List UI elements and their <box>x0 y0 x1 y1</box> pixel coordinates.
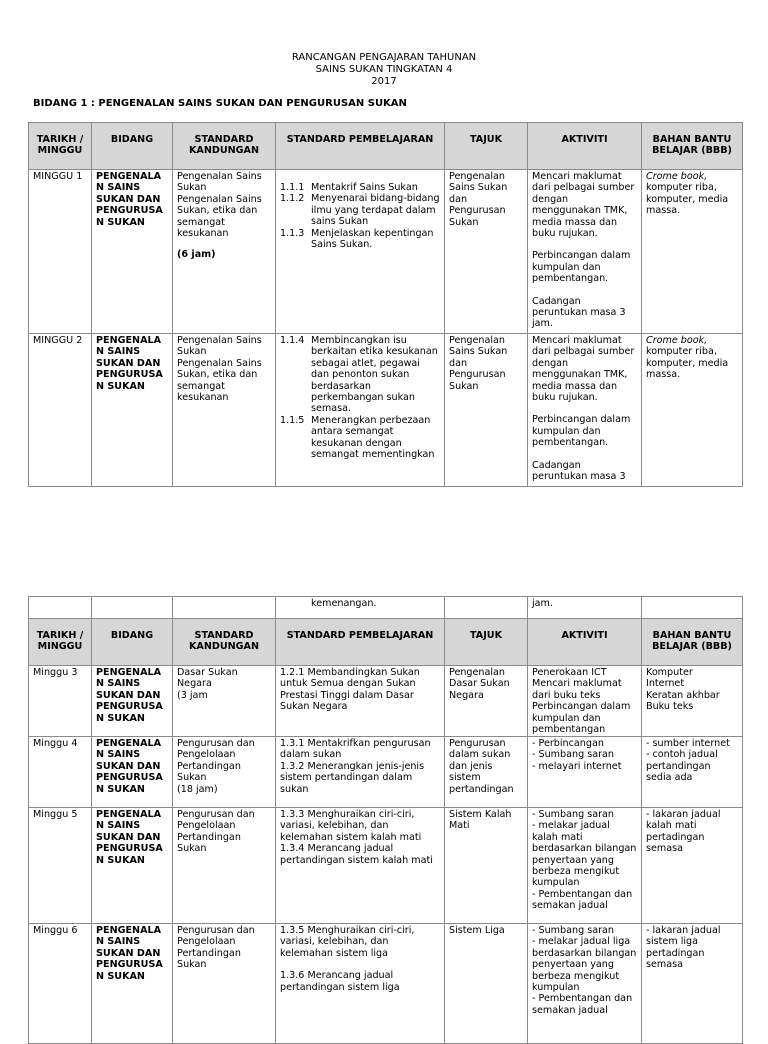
kandungan-line: Pengenalan Sains Sukan <box>177 171 262 194</box>
cell-tajuk: Pengenalan Dasar Sukan Negara <box>445 666 528 737</box>
col-header-pembelajaran: STANDARD PEMBELAJARAN <box>276 619 445 666</box>
cell-pembelajaran-cont: kemenangan. <box>276 597 445 619</box>
aktiviti-line: Cadangan peruntukan masa 3 <box>532 459 626 483</box>
cell-tajuk: Sistem Liga <box>445 924 528 1044</box>
cell-kandungan <box>173 334 276 487</box>
cell-bidang: PENGENALA N SAINS SUKAN DAN PENGURUSA N SUKAN <box>92 334 173 487</box>
standard-item: 1.1.3 Menjelaskan kepentingan Sains Sukan. <box>280 227 434 251</box>
cell-minggu: Minggu 5 <box>29 808 92 924</box>
aktiviti-line: Perbincangan dalam kumpulan dan pembentangan. <box>532 414 631 449</box>
doc-title: RANCANGAN PENGAJARAN TAHUNAN <box>291 52 477 63</box>
table-row <box>29 170 743 334</box>
cell-pembelajaran <box>276 170 445 334</box>
table-header-row <box>29 619 743 666</box>
cell-pembelajaran: 1.2.1 Membandingkan Sukan untuk Semua dengan Sukan Prestasi Tinggi dalam Dasar Sukan Negara <box>276 666 445 737</box>
aktiviti-line: Perbincangan dalam kumpulan dan pembentangan. <box>532 250 631 285</box>
col-header-kandungan: STANDARD KANDUNGAN <box>173 619 276 666</box>
kandungan-line: Pengenalan Sains Sukan, etika dan semangat kesukanan <box>177 357 262 404</box>
table-row <box>29 924 743 1044</box>
cell-kandungan <box>173 170 276 334</box>
document-header <box>0 52 768 88</box>
kandungan-line: Pengenalan Sains Sukan <box>177 335 262 358</box>
cell-minggu: Minggu 3 <box>29 666 92 737</box>
cell-minggu: MINGGU 2 <box>29 334 92 487</box>
cell-bbb: Crome book, komputer riba, komputer, media massa. <box>642 334 743 487</box>
cell-kandungan: Pengurusan dan Pengelolaan Pertandingan Sukan <box>173 808 276 924</box>
cell-bbb: Crome book, komputer riba, komputer, media massa. <box>642 170 743 334</box>
cell-bbb: - sumber internet - contoh jadual pertandingan sedia ada <box>642 737 743 808</box>
col-header-bidang: BIDANG <box>92 123 173 170</box>
standard-item: 1.1.2 Menyenarai bidang-bidang ilmu yang terdapat dalam sains Sukan <box>280 193 440 228</box>
col-header-bbb: BAHAN BANTU BELAJAR (BBB) <box>642 123 743 170</box>
hours-label: (6 jam) <box>177 249 216 261</box>
cell-kandungan: Pengurusan dan Pengelolaan Pertandingan Sukan <box>173 924 276 1044</box>
cell-tajuk: Pengurusan dalam sukan dan jenis sistem pertandingan <box>445 737 528 808</box>
table-header-row <box>29 123 743 170</box>
standard-item: 1.1.1 Mentakrif Sains Sukan <box>280 182 418 193</box>
standard-item: 1.1.5 Menerangkan perbezaan antara semangat kesukanan dengan semangat mementingkan <box>280 414 435 461</box>
col-header-kandungan: STANDARD KANDUNGAN <box>173 123 276 170</box>
col-header-bidang: BIDANG <box>92 619 173 666</box>
cell-minggu: Minggu 4 <box>29 737 92 808</box>
cell-pembelajaran <box>276 334 445 487</box>
aktiviti-line: Cadangan peruntukan masa 3 jam. <box>532 295 626 330</box>
continuation-row <box>29 597 743 619</box>
aktiviti-line: Mencari maklumat dari pelbagai sumber dengan menggunakan TMK, media massa dan buku rujukan. <box>532 171 635 240</box>
col-header-aktiviti: AKTIVITI <box>528 123 642 170</box>
cell-aktiviti: - Perbincangan - Sumbang saran - melayari internet <box>528 737 642 808</box>
cell-bidang: PENGENALA N SAINS SUKAN DAN PENGURUSA N SUKAN <box>92 924 173 1044</box>
cell-minggu: MINGGU 1 <box>29 170 92 334</box>
cell-aktiviti-cont: jam. <box>528 597 642 619</box>
cell-aktiviti <box>528 170 642 334</box>
cell-pembelajaran: 1.3.5 Menghuraikan ciri-ciri, variasi, kelebihan, dan kelemahan sistem liga 1.3.6 Merancang jadual pertandingan sistem liga <box>276 924 445 1044</box>
aktiviti-line: Mencari maklumat dari pelbagai sumber dengan menggunakan TMK, media massa dan buku rujukan. <box>532 335 635 404</box>
col-header-minggu: TARIKH / MINGGU <box>29 619 92 666</box>
cell-bbb: - lakaran jadual sistem liga pertadingan semasa <box>642 924 743 1044</box>
cell-kandungan: Pengurusan dan Pengelolaan Pertandingan Sukan (18 jam) <box>173 737 276 808</box>
cell-tajuk: Pengenalan Sains Sukan dan Pengurusan Sukan <box>445 170 528 334</box>
cell-bidang: PENGENALA N SAINS SUKAN DAN PENGURUSA N SUKAN <box>92 170 173 334</box>
plan-table-2 <box>28 596 743 1044</box>
plan-table-1 <box>28 122 743 487</box>
cell-aktiviti: - Sumbang saran - melakar jadual kalah mati berdasarkan bilangan penyertaan yang berbeza mengikut kumpulan - Pembentangan dan semakan jadual <box>528 808 642 924</box>
doc-year: 2017 <box>371 76 397 87</box>
cell-bidang: PENGENALA N SAINS SUKAN DAN PENGURUSA N SUKAN <box>92 737 173 808</box>
cell-bbb: - lakaran jadual kalah mati pertadingan semasa <box>642 808 743 924</box>
col-header-tajuk: TAJUK <box>445 619 528 666</box>
cell-minggu: Minggu 6 <box>29 924 92 1044</box>
cell-pembelajaran: 1.3.1 Mentakrifkan pengurusan dalam sukan 1.3.2 Menerangkan jenis-jenis sistem pertandingan dalam sukan <box>276 737 445 808</box>
col-header-bbb: BAHAN BANTU BELAJAR (BBB) <box>642 619 743 666</box>
cell-tajuk: Pengenalan Sains Sukan dan Pengurusan Sukan <box>445 334 528 487</box>
cell-kandungan: Dasar Sukan Negara (3 jam <box>173 666 276 737</box>
table-row <box>29 808 743 924</box>
kandungan-line: Pengenalan Sains Sukan, etika dan semangat kesukanan <box>177 193 262 240</box>
table-row <box>29 737 743 808</box>
cell-bbb: Komputer Internet Keratan akhbar Buku teks <box>642 666 743 737</box>
cell-aktiviti: Penerokaan ICT Mencari maklumat dari buku teks Perbincangan dalam kumpulan dan pembentangan <box>528 666 642 737</box>
cell-pembelajaran: 1.3.3 Menghuraikan ciri-ciri, variasi, kelebihan, dan kelemahan sistem kalah mati 1.3.4 Merancang jadual pertandingan sistem kalah mati <box>276 808 445 924</box>
cell-tajuk: Sistem Kalah Mati <box>445 808 528 924</box>
table-row <box>29 666 743 737</box>
col-header-pembelajaran: STANDARD PEMBELAJARAN <box>276 123 445 170</box>
col-header-aktiviti: AKTIVITI <box>528 619 642 666</box>
standard-item: 1.1.4 Membincangkan isu berkaitan etika kesukanan sebagai atlet, pegawai dan penonton sukan berdasarkan perkembangan sukan semasa. <box>280 335 438 415</box>
cell-aktiviti <box>528 334 642 487</box>
table-row <box>29 334 743 487</box>
cell-bidang: PENGENALA N SAINS SUKAN DAN PENGURUSA N SUKAN <box>92 666 173 737</box>
section-title: BIDANG 1 : PENGENALAN SAINS SUKAN DAN PENGURUSAN SUKAN <box>33 98 407 109</box>
col-header-tajuk: TAJUK <box>445 123 528 170</box>
doc-subtitle: SAINS SUKAN TINGKATAN 4 <box>315 64 453 75</box>
cell-bidang: PENGENALA N SAINS SUKAN DAN PENGURUSA N SUKAN <box>92 808 173 924</box>
cell-aktiviti: - Sumbang saran - melakar jadual liga berdasarkan bilangan penyertaan yang berbeza mengikut kumpulan - Pembentangan dan semakan jadual <box>528 924 642 1044</box>
col-header-minggu: TARIKH / MINGGU <box>29 123 92 170</box>
